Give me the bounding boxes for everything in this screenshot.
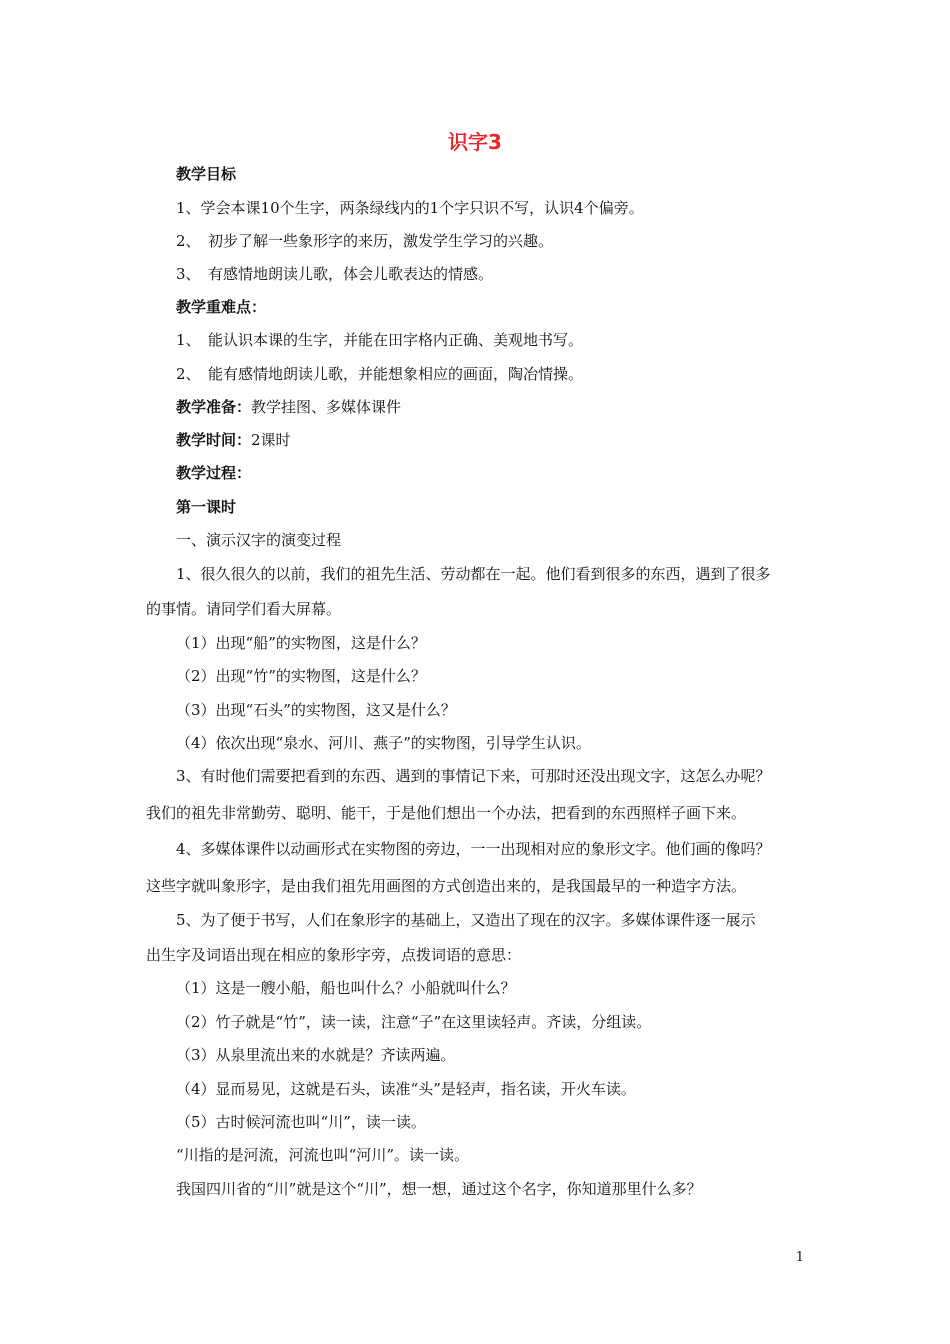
list-item-4: （4）依次出现“泉水、河川、燕子”的实物图，引导学生认识。 <box>176 734 591 752</box>
heading-process: 教学过程： <box>176 464 252 482</box>
paragraph-1-line-2: 的事情。请同学们看大屏幕。 <box>146 600 342 618</box>
heading-preparation: 教学准备： <box>176 398 252 416</box>
paragraph-3-line-2: 我们的祖先非常勤劳、聪明、能干，于是他们想出一个办法，把看到的东西照样子画下来。 <box>146 804 747 822</box>
objective-2: 2、 初步了解一些象形字的来历，激发学生学习的兴趣。 <box>176 232 554 250</box>
time-line <box>176 430 291 450</box>
list-item-2: （2）出现“竹”的实物图，这是什么？ <box>176 667 426 685</box>
key-point-1: 1、 能认识本课的生字，并能在田字格内正确、美观地书写。 <box>176 331 584 349</box>
paragraph-5-line-1: 5、为了便于书写，人们在象形字的基础上，又造出了现在的汉字。多媒体课件逐一展示 <box>176 911 756 929</box>
time-text: 2课时 <box>251 431 291 449</box>
heading-time: 教学时间： <box>176 431 252 449</box>
sublist-item-1: （1）这是一艘小船，船也叫什么？小船就叫什么？ <box>176 979 516 997</box>
objective-3: 3、 有感情地朗读儿歌，体会儿歌表达的情感。 <box>176 265 494 283</box>
heading-objectives: 教学目标 <box>176 165 237 183</box>
sublist-item-3: （3）从泉里流出来的水就是？齐读两遍。 <box>176 1046 456 1064</box>
sublist-item-4: （4）显而易见，这就是石头，读准“头”是轻声，指名读，开火车读。 <box>176 1080 636 1098</box>
sublist-item-2: （2）竹子就是“竹”，读一读，注意“子”在这里读轻声。齐读，分组读。 <box>176 1013 652 1031</box>
note-line-1: “川指的是河流，河流也叫“河川”。读一读。 <box>176 1146 470 1164</box>
page-number: 1 <box>795 1250 804 1265</box>
preparation-line <box>176 397 401 417</box>
objective-1: 1、学会本课10个生字，两条绿线内的1个字只识不写，认识4个偏旁。 <box>176 199 644 217</box>
sublist-item-5: （5）古时候河流也叫“川”，读一读。 <box>176 1113 426 1131</box>
key-point-2: 2、 能有感情地朗读儿歌，并能想象相应的画面，陶冶情操。 <box>176 365 584 383</box>
list-item-1: （1）出现“船”的实物图，这是什么？ <box>176 634 426 652</box>
paragraph-1-line-1: 1、很久很久的以前，我们的祖先生活、劳动都在一起。他们看到很多的东西，遇到了很多 <box>176 565 771 583</box>
paragraph-4-line-1: 4、多媒体课件以动画形式在实物图的旁边，一一出现相对应的象形文字。他们画的像吗？ <box>176 840 771 858</box>
paragraph-5-line-2: 出生字及词语出现在相应的象形字旁，点拨词语的意思： <box>146 946 522 964</box>
section-1-title: 一、演示汉字的演变过程 <box>176 531 342 549</box>
note-line-2: 我国四川省的“川”就是这个“川”，想一想，通过这个名字，你知道那里什么多？ <box>176 1180 702 1198</box>
preparation-text: 教学挂图、多媒体课件 <box>251 398 402 416</box>
paragraph-3-line-1: 3、有时他们需要把看到的东西、遇到的事情记下来，可那时还没出现文字，这怎么办呢？ <box>176 767 771 785</box>
heading-first-lesson: 第一课时 <box>176 498 237 516</box>
list-item-3: （3）出现“石头”的实物图，这又是什么？ <box>176 701 456 719</box>
document-title: 识字3 <box>448 130 502 154</box>
paragraph-4-line-2: 这些字就叫象形字，是由我们祖先用画图的方式创造出来的，是我国最早的一种造字方法。 <box>146 877 747 895</box>
heading-key-points: 教学重难点： <box>176 298 267 316</box>
